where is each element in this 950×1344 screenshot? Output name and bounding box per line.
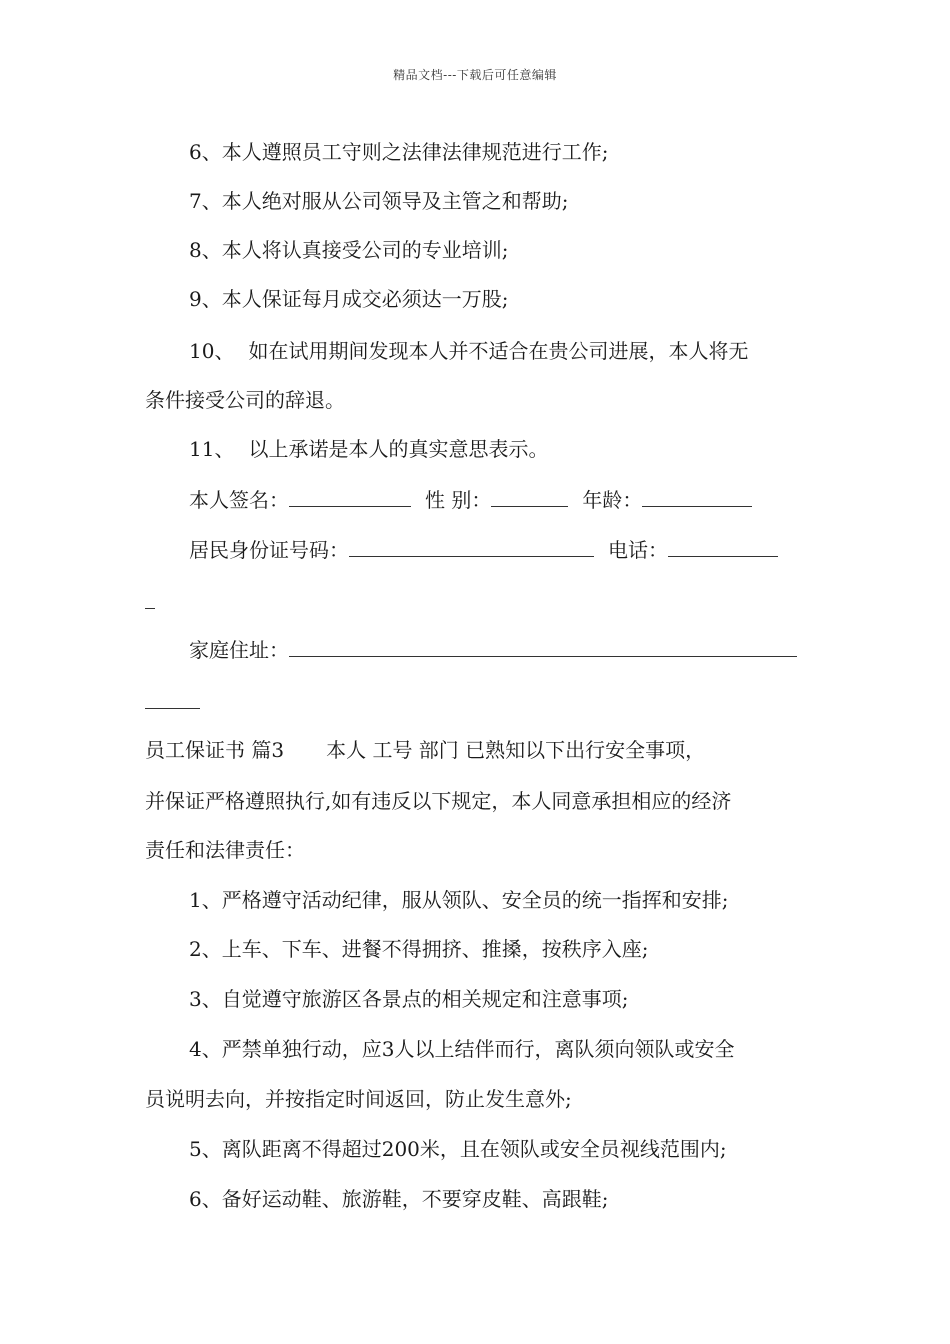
clause-10-line2: 条件接受公司的辞退。 xyxy=(145,388,345,412)
gender-blank[interactable] xyxy=(491,486,568,507)
clause-11-number: 11、 xyxy=(189,437,235,461)
clause-10-number: 10、 xyxy=(189,339,235,363)
rule-4-line2: 员说明去向，并按指定时间返回，防止发生意外; xyxy=(145,1087,572,1111)
age-blank[interactable] xyxy=(642,486,752,507)
clause-7: 7、本人绝对服从公司领导及主管之和帮助; xyxy=(189,189,569,213)
clause-10-text: 如在试用期间发现本人并不适合在贵公司进展，本人将无 xyxy=(248,339,749,363)
section-title: 员工保证书 篇3 xyxy=(145,738,285,762)
rule-5: 5、离队距离不得超过200米，且在领队或安全员视线范围内; xyxy=(189,1137,727,1161)
section-intro-line1 xyxy=(145,736,705,764)
phone-blank-continuation xyxy=(145,608,155,609)
signature-row xyxy=(189,486,752,514)
signature-label: 本人签名： xyxy=(189,488,289,512)
rule-1: 1、严格遵守活动纪律，服从领队、安全员的统一指挥和安排; xyxy=(189,888,729,912)
clause-6: 6、本人遵照员工守则之法律法律规范进行工作; xyxy=(189,140,609,164)
clause-11 xyxy=(189,435,548,463)
rule-3: 3、自觉遵守旅游区各景点的相关规定和注意事项; xyxy=(189,987,629,1011)
address-label: 家庭住址： xyxy=(189,638,289,662)
clause-10-line1 xyxy=(189,337,748,365)
address-blank[interactable] xyxy=(289,636,797,657)
signature-blank[interactable] xyxy=(289,486,411,507)
gender-label: 性 别： xyxy=(425,488,492,512)
phone-blank[interactable] xyxy=(668,536,778,557)
section-intro-line3: 责任和法律责任： xyxy=(145,838,305,862)
age-label: 年龄： xyxy=(582,488,643,512)
address-row xyxy=(189,636,797,664)
rule-6: 6、备好运动鞋、旅游鞋，不要穿皮鞋、高跟鞋; xyxy=(189,1187,609,1211)
section-intro-text: 本人 工号 部门 已熟知以下出行安全事项， xyxy=(326,738,706,762)
rule-4-line1: 4、严禁单独行动，应3人以上结伴而行，离队须向领队或安全 xyxy=(189,1037,735,1061)
page-header: 精品文档---下载后可任意编辑 xyxy=(393,68,557,82)
clause-8: 8、本人将认真接受公司的专业培训; xyxy=(189,238,509,262)
section-intro-line2: 并保证严格遵照执行,如有违反以下规定，本人同意承担相应的经济 xyxy=(145,789,732,813)
clause-9: 9、本人保证每月成交必须达一万股; xyxy=(189,287,509,311)
id-number-blank[interactable] xyxy=(349,536,594,557)
id-row xyxy=(189,536,778,564)
address-blank-continuation xyxy=(145,708,200,709)
id-label: 居民身份证号码： xyxy=(189,538,349,562)
rule-2: 2、上车、下车、进餐不得拥挤、推搡，按秩序入座; xyxy=(189,937,649,961)
clause-11-text: 以上承诺是本人的真实意思表示。 xyxy=(248,437,549,461)
phone-label: 电话： xyxy=(608,538,668,562)
